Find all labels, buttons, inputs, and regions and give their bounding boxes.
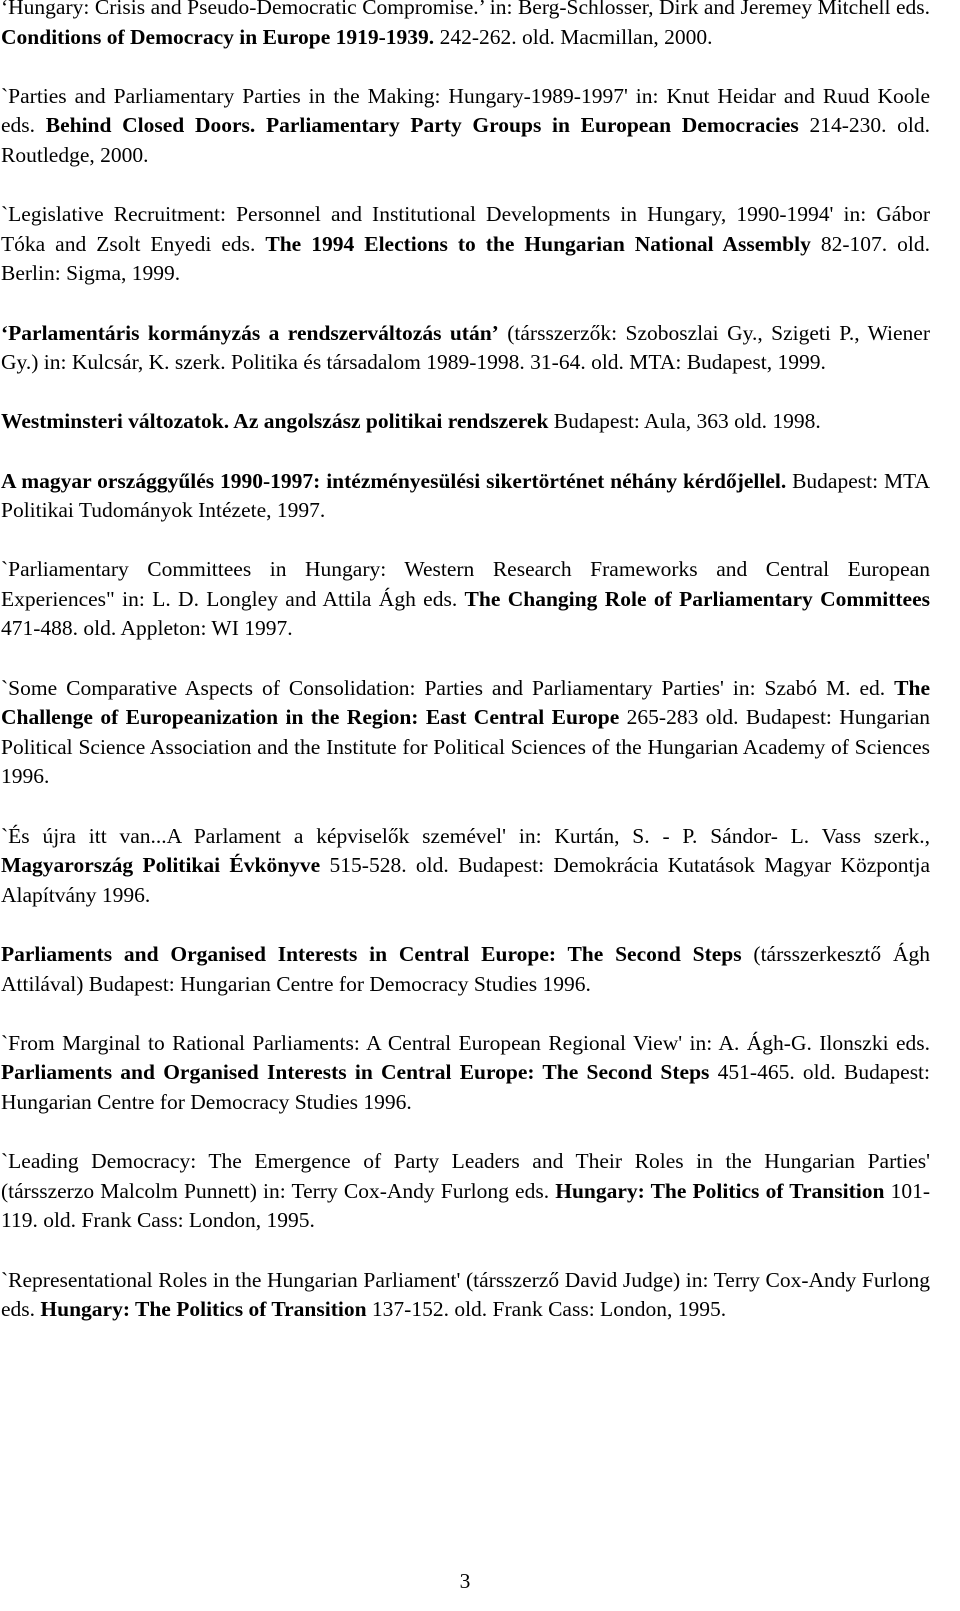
entry-text: `És újra itt van...A Parlament a képviselők szemével' in: Kurtán, S. - P. Sándor- L. Vass szerk.,: [1, 823, 930, 848]
entry-text: `Leading Democracy: The Emergence of Party Leaders and Their Roles in the Hungarian Parties' (társszerzo Malcolm Punnett) in: Terry Cox-Andy Furlong eds.: [1, 1149, 930, 1203]
entry-title: Conditions of Democracy in Europe 1919-1939.: [1, 24, 435, 49]
bibliography-entry-leading-democracy: [1, 1147, 930, 1236]
bibliography-entry-parties-making: [1, 82, 930, 171]
bibliography-entry-magyar-orszaggyules: [1, 467, 930, 526]
entry-text: 214-230. old. Routledge, 2000.: [1, 113, 931, 167]
entry-text: 137-152. old. Frank Cass: London, 1995.: [366, 1297, 727, 1322]
entry-title: The Challenge of Europeanization in the Region: East Central Europe: [1, 675, 930, 730]
entry-text: `Legislative Recruitment: Personnel and Institutional Developments in Hungary, 1990-1994' in: Gábor Tóka and Zsolt Enyedi eds.: [1, 202, 930, 256]
entry-text: Budapest: Aula, 363 old. 1998.: [548, 409, 821, 434]
entry-text: 242-262. old. Macmillan, 2000.: [434, 24, 713, 49]
entry-text: `Some Comparative Aspects of Consolidation: Parties and Parliamentary Parties' in: Szabó M. ed.: [1, 675, 895, 700]
entry-title: A magyar országgyűlés 1990-1997: intézményesülési sikertörténet néhány kérdőjellel.: [1, 468, 787, 493]
bibliography-entry-comparative-aspects: [1, 674, 930, 792]
bibliography-entry-es-ujra-itt-van: [1, 822, 930, 911]
entry-text: [255, 113, 266, 137]
entry-text: `Parties and Parliamentary Parties in the Making: Hungary-1989-1997' in: Knut Heidar and Ruud Koole eds.: [1, 83, 930, 138]
entry-title: ‘Parlamentáris kormányzás a rendszerváltozás után’: [1, 320, 499, 345]
entry-title: Parliaments and Organised Interests in Central Europe: The Second Steps: [1, 1060, 710, 1085]
entry-text: Budapest: MTA Politikai Tudományok Intézete, 1997.: [1, 468, 930, 523]
entry-text: ‘Hungary: Crisis and Pseudo-Democratic Compromise.’ in: Berg-Schlosser, Dirk and Jeremey Mitchell eds.: [1, 0, 930, 19]
bibliography-entry-legislative-recruitment: [1, 200, 930, 289]
entry-text: 82-107. old. Berlin: Sigma, 1999.: [1, 231, 930, 286]
bibliography-entry-parliaments-organised: [1, 940, 930, 999]
page-number: 3: [459, 1569, 471, 1593]
entry-text: 471-488. old. Appleton: WI 1997.: [1, 616, 293, 641]
entry-title: Hungary: The Politics of Transition: [555, 1178, 885, 1203]
bibliography-entry-parliamentary-committees: [1, 555, 930, 644]
entry-text: (társszerkesztő Ágh Attilával) Budapest: Hungarian Centre for Democracy Studies 1996.: [1, 942, 930, 996]
bibliography-entry-hungary-crisis: [1, 0, 930, 52]
bibliography-entry-westminsteri: [1, 407, 930, 437]
entry-text: `From Marginal to Rational Parliaments: A Central European Regional View' in: A. Ágh-G. Ilonszki eds.: [1, 1030, 930, 1055]
entry-title: Parliaments and Organised Interests in Central Europe: The Second Steps: [1, 942, 742, 966]
entry-title: The Changing Role of Parliamentary Committees: [464, 586, 930, 611]
entry-text: 451-465. old. Budapest: Hungarian Centre for Democracy Studies 1996.: [1, 1060, 931, 1114]
bibliography-entry-marginal-rational: [1, 1029, 930, 1118]
entry-title: Hungary: The Politics of Transition: [40, 1297, 367, 1322]
entry-text: 515-528. old. Budapest: Demokrácia Kutatások Magyar Központja Alapítvány 1996.: [1, 853, 930, 907]
bibliography-list: [1, 0, 930, 1325]
entry-text: `Representational Roles in the Hungarian Parliament' (társszerző David Judge) in: Terry Cox-Andy Furlong eds.: [1, 1267, 930, 1322]
entry-title: Magyarország Politikai Évkönyve: [1, 853, 321, 878]
entry-text: (társszerzők: Szoboszlai Gy., Szigeti P., Wiener Gy.) in: Kulcsár, K. szerk. Politika és társadalom 1989-1998. 31-64. old. MTA: Budapest, 1999.: [1, 320, 930, 375]
entry-title: The 1994 Elections to the Hungarian National Assembly: [265, 231, 811, 256]
entry-title: Westminsteri változatok. Az angolszász politikai rendszerek: [1, 409, 549, 434]
bibliography-entry-representational-roles: [1, 1266, 930, 1325]
entry-text: 101-119. old. Frank Cass: London, 1995.: [1, 1178, 930, 1233]
entry-title: Parliamentary Party Groups in European Democracies: [265, 113, 799, 138]
bibliography-entry-parlamentaris: [1, 319, 930, 378]
entry-title: Behind Closed Doors.: [45, 113, 256, 138]
entry-text: `Parliamentary Committees in Hungary: Western Research Frameworks and Central European Experiences" in: L. D. Longley and Attila Ágh eds.: [1, 557, 930, 611]
entry-text: 265-283 old. Budapest: Hungarian Political Science Association and the Institute for Political Sciences of the Hungarian Academy of Sciences 1996.: [1, 705, 930, 789]
